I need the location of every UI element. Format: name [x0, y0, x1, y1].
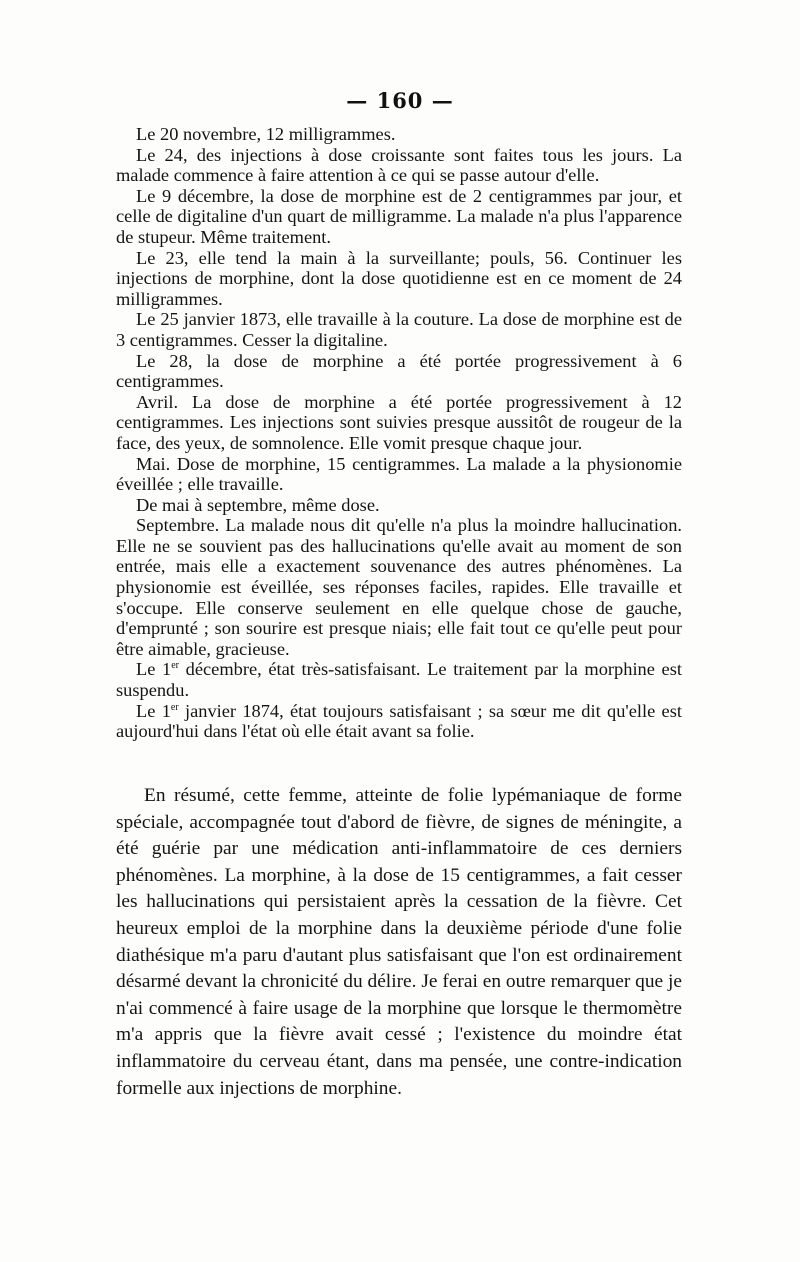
entry-nov-24: Le 24, des injections à dose croissante sont faites tous les jours. La malade commence à faire attention à ce qui se passe autour d'elle.	[116, 144, 682, 186]
summary-block	[116, 783, 682, 1102]
entry-jan-28: Le 28, la dose de morphine a été portée progressivement à 6 centigrammes.	[116, 350, 682, 392]
page-number: — 160 —	[346, 88, 454, 113]
entry-nov-20: Le 20 novembre, 12 milligrammes.	[136, 124, 396, 144]
entry-jan-1-1874: Le 1er janvier 1874, état toujours satisfaisant ; sa sœur me dit qu'elle est aujourd'hui dans l'état où elle était avant sa folie.	[116, 700, 682, 742]
case-notes	[116, 124, 682, 742]
entry-dec-9: Le 9 décembre, la dose de morphine est de 2 centigrammes par jour, et celle de digitaline d'un quart de milligramme. La malade n'a plus l'apparence de stupeur. Même traitement.	[116, 185, 682, 247]
entry-september: Septembre. La malade nous dit qu'elle n'a plus la moindre hallucination. Elle ne se souvient pas des hallucinations qu'elle avait au moment de son entrée, mais elle a exactement souvenance des autres phénomènes. La physionomie est éveillée, ses réponses faciles, rapides. Elle travaille et s'occupe. Elle conserve seulement en elle quelque chose de gauche, d'emprunté ; son sourire est presque niais; elle fait tout ce qu'elle peut pour être aimable, gracieuse.	[116, 515, 682, 659]
entry-jan-25: Le 25 janvier 1873, elle travaille à la couture. La dose de morphine est de 3 centigrammes. Cesser la digitaline.	[116, 309, 682, 350]
entry-april: Avril. La dose de morphine a été portée progressivement à 12 centigrammes. Les injections sont suivies presque aussitôt de rougeur de la face, des yeux, de somnolence. Elle vomit presque chaque jour.	[116, 391, 682, 453]
entry-dec-23: Le 23, elle tend la main à la surveillante; pouls, 56. Continuer les injections de morphine, dont la dose quotidienne est en ce moment de 24 milligrammes.	[116, 247, 682, 309]
entry-dec-1: Le 1er décembre, état très-satisfaisant. Le traitement par la morphine est suspendu.	[116, 659, 682, 701]
entry-may-september: De mai à septembre, même dose.	[136, 494, 380, 515]
entry-may: Mai. Dose de morphine, 15 centigrammes. La malade a la physionomie éveillée ; elle travaille.	[116, 453, 682, 495]
summary-paragraph: En résumé, cette femme, atteinte de folie lypémaniaque de forme spéciale, accompagnée tout d'abord de fièvre, de signes de méningite, a été guérie par une médication anti-inflammatoire de ces derniers phénomènes. La morphine, à la dose de 15 centigrammes, a fait cesser les hallucinations qui persistaient après la cessation de la fièvre. Cet heureux emploi de la morphine dans la deuxième période d'une folie diathésique m'a paru d'autant plus satisfaisant que l'on est ordinairement désarmé devant la chronicité du délire. Je ferai en outre remarquer que je n'ai commencé à faire usage de la morphine que lorsque le thermomètre m'a appris que la fièvre avait cessé ; l'existence du moindre état inflammatoire du cerveau étant, dans ma pensée, une contre-indication formelle aux injections de morphine.	[116, 785, 682, 1099]
